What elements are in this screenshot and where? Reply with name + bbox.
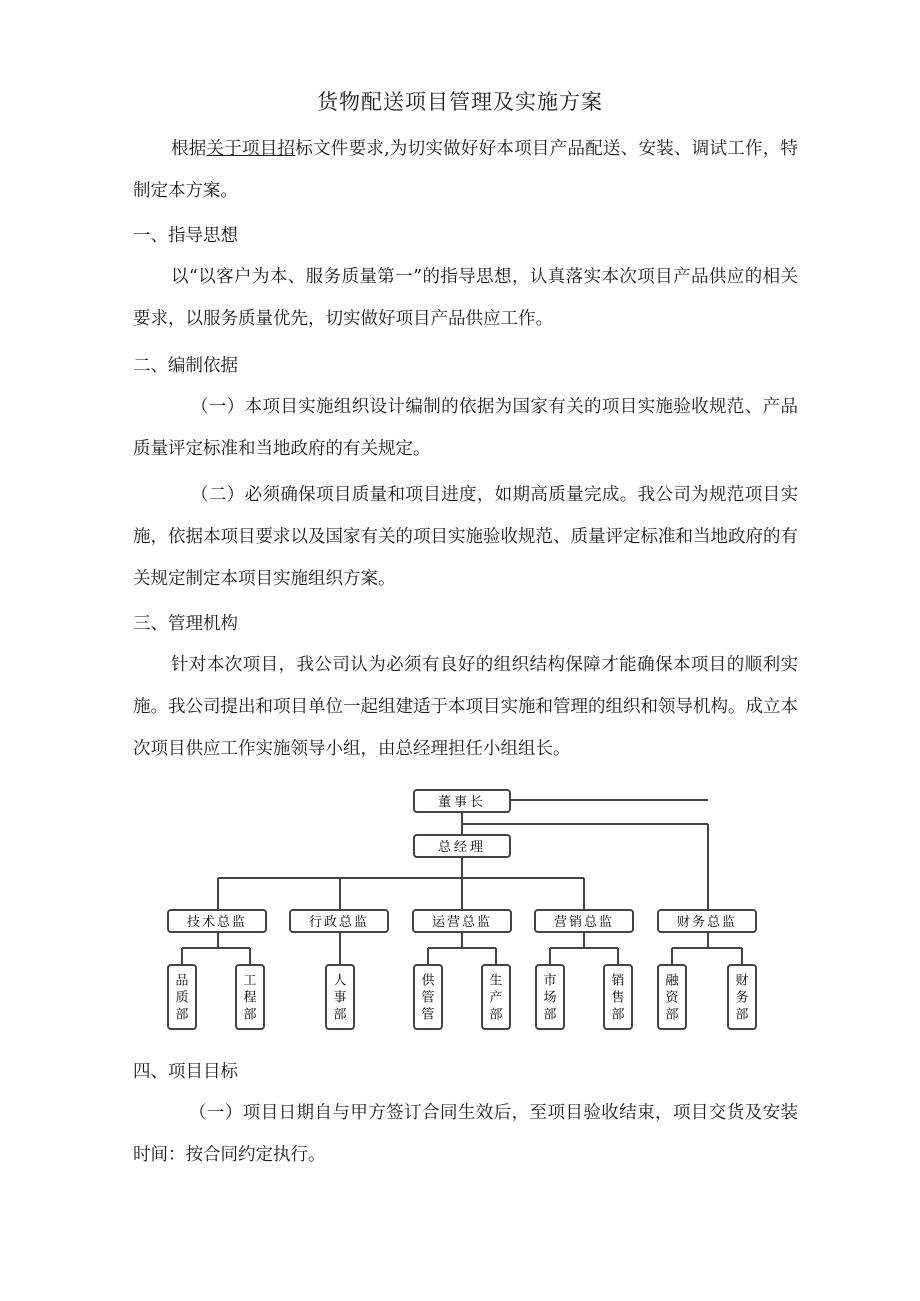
director-label: 行政总监 bbox=[308, 915, 370, 930]
director-label: 财务总监 bbox=[676, 915, 738, 930]
department-node bbox=[168, 965, 196, 1029]
department-node bbox=[536, 965, 564, 1029]
department-label-char: 部 bbox=[735, 1007, 749, 1023]
section-heading-4: 四、项目目标 bbox=[133, 1062, 238, 1082]
department-label-char: 生 bbox=[489, 973, 503, 989]
intro-text-pre: 根据 bbox=[171, 139, 207, 159]
department-label-char: 供 bbox=[421, 973, 435, 989]
director-label: 技术总监 bbox=[186, 915, 248, 930]
department-node bbox=[236, 965, 264, 1029]
department-node bbox=[658, 965, 686, 1029]
section-3-paragraph: 针对本次项目，我公司认为必须有良好的组织结构保障才能确保本项目的顺利实施。我公司提出和项目单位一起组建适于本项目实施和管理的组织和领导机构。成立本次项目供应工作实施领导小组，由总经理担任小组组长。 bbox=[133, 655, 798, 759]
gm-label: 总经理 bbox=[437, 840, 487, 855]
page-title: 货物配送项目管理及实施方案 bbox=[317, 90, 603, 114]
department-label-char: 部 bbox=[243, 1007, 257, 1023]
department-label-char: 务 bbox=[735, 990, 749, 1006]
department-label-char: 销 bbox=[611, 973, 625, 989]
section-heading-2: 二、编制依据 bbox=[133, 356, 238, 376]
department-label-char: 质 bbox=[175, 990, 189, 1006]
section-2-paragraph-b: （二）必须确保项目质量和项目进度，如期高质量完成。我公司为规范项目实施，依据本项目要求以及国家有关的项目实施验收规范、质量评定标准和当地政府的有关规定制定本项目实施组织方案。 bbox=[133, 485, 798, 589]
department-label-char: 市 bbox=[543, 973, 557, 989]
department-label-char: 部 bbox=[665, 1007, 679, 1023]
director-label: 运营总监 bbox=[431, 915, 493, 930]
chairman-label: 董事长 bbox=[437, 795, 487, 810]
department-label-char: 部 bbox=[489, 1007, 503, 1023]
department-label-char: 工 bbox=[243, 973, 257, 989]
department-node bbox=[414, 965, 442, 1029]
department-label-char: 事 bbox=[333, 990, 347, 1006]
chairman-node bbox=[414, 790, 510, 812]
department-label-char: 部 bbox=[611, 1007, 625, 1023]
department-label-char: 场 bbox=[543, 990, 557, 1006]
department-node bbox=[728, 965, 756, 1029]
department-label-char: 管 bbox=[421, 1007, 435, 1023]
director-label: 营销总监 bbox=[553, 915, 615, 930]
director-node bbox=[658, 910, 756, 932]
department-node bbox=[604, 965, 632, 1029]
department-label-char: 资 bbox=[665, 990, 679, 1006]
gm-node bbox=[414, 835, 510, 857]
department-label-char: 财 bbox=[735, 973, 749, 989]
director-node bbox=[290, 910, 388, 932]
department-label-char: 产 bbox=[489, 990, 503, 1006]
section-1-paragraph: 以“以客户为本、服务质量第一”的指导思想，认真落实本次项目产品供应的相关要求，以服务质量优先，切实做好项目产品供应工作。 bbox=[133, 267, 798, 329]
intro-text-post: 标文件要求,为切实做好好本项目产品配送、安装、调试工作，特制定本方案。 bbox=[133, 139, 799, 201]
department-label-char: 部 bbox=[543, 1007, 557, 1023]
department-label-char: 品 bbox=[175, 973, 189, 989]
department-node bbox=[326, 965, 354, 1029]
section-2-paragraph-a: （一）本项目实施组织设计编制的依据为国家有关的项目实施验收规范、产品质量评定标准和当地政府的有关规定。 bbox=[133, 397, 798, 459]
department-node bbox=[482, 965, 510, 1029]
department-label-char: 程 bbox=[243, 990, 257, 1006]
director-node bbox=[535, 910, 633, 932]
section-4-paragraph: （一）项目日期自与甲方签订合同生效后，至项目验收结束，项目交货及安装时间：按合同约定执行。 bbox=[133, 1103, 798, 1165]
department-label-char: 部 bbox=[333, 1007, 347, 1023]
director-node bbox=[413, 910, 511, 932]
department-label-char: 融 bbox=[665, 973, 679, 989]
section-heading-3: 三、管理机构 bbox=[133, 614, 238, 634]
department-label-char: 售 bbox=[611, 990, 625, 1006]
intro-underlined-text: 关于项目招 bbox=[206, 139, 296, 159]
director-node bbox=[168, 910, 266, 932]
department-label-char: 部 bbox=[175, 1007, 189, 1023]
department-label-char: 管 bbox=[421, 990, 435, 1006]
section-heading-1: 一、指导思想 bbox=[133, 226, 238, 246]
department-label-char: 人 bbox=[333, 973, 347, 989]
